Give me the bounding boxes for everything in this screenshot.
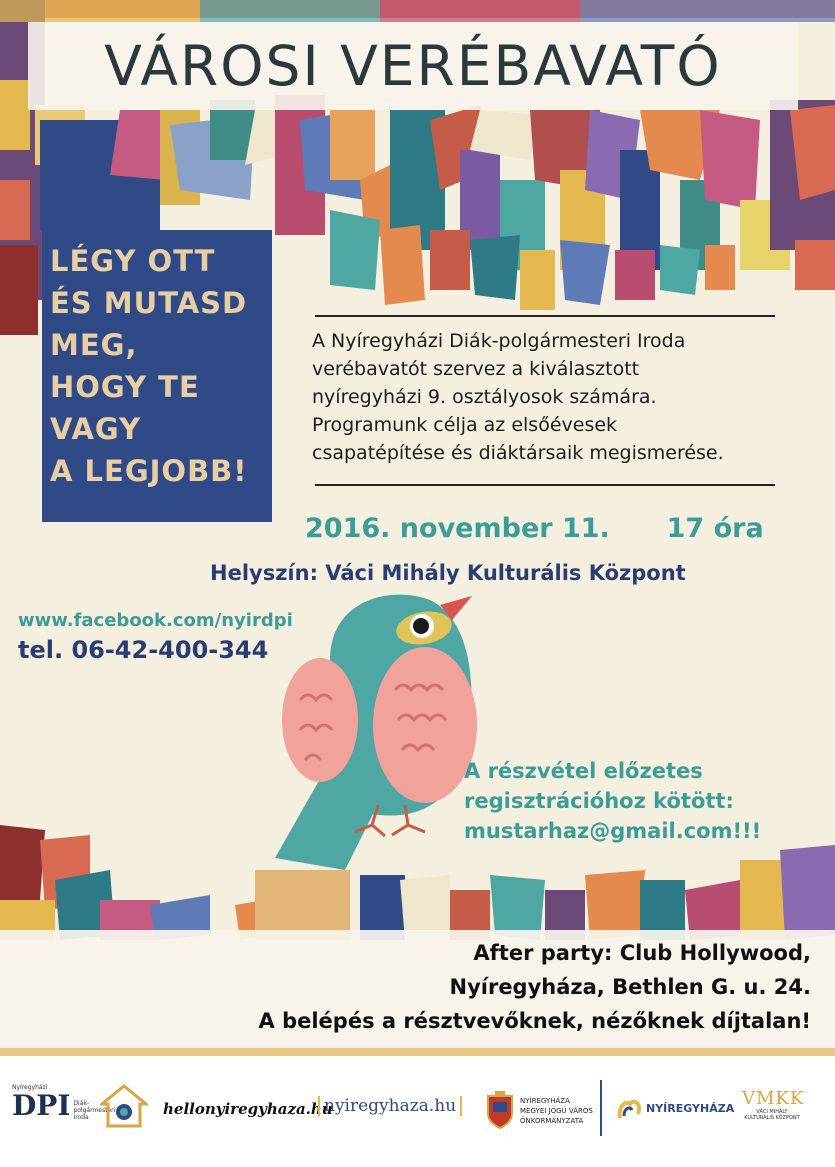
registration-email[interactable]: mustarhaz@gmail.com!!! [464, 819, 762, 843]
nyiregyhaza-brand-logo[interactable]: NYÍREGYHÁZA [646, 1102, 735, 1115]
slogan-line: MEG, [50, 328, 138, 362]
city-crest-icon[interactable] [485, 1090, 515, 1130]
nyiregyhaza-hu-logo[interactable]: nyiregyhaza.hu [318, 1096, 462, 1116]
bird-icon [275, 595, 477, 870]
intro-line: A Nyíregyházi Diák-polgármesteri Iroda [312, 330, 686, 352]
slogan-line: ÉS MUTASD [50, 286, 248, 320]
slogan-line: A LEGJOBB! [50, 454, 248, 488]
hellonyiregyhaza-logo[interactable]: hellonyiregyhaza.hu [163, 1100, 333, 1118]
intro-line: csapatépítése és diáktársaik megismerése. [312, 442, 724, 464]
after-party-info [259, 936, 811, 1038]
logo-divider [600, 1080, 602, 1136]
nyiregyhaza-brand-icon [616, 1096, 644, 1122]
event-time: 17 óra [666, 513, 764, 544]
sponsor-logo-strip [0, 1056, 835, 1167]
intro-line: Programunk célja az elsőévesek [312, 414, 618, 436]
poster-title: VÁROSI VERÉBAVATÓ [104, 34, 722, 98]
event-date: 2016. november 11. [305, 513, 610, 544]
registration-info [464, 756, 761, 846]
after-party-line: Nyíregyháza, Bethlen G. u. 24. [449, 975, 811, 999]
intro-line: nyíregyházi 9. osztályosok számára. [312, 386, 657, 408]
facebook-link[interactable]: www.facebook.com/nyirdpi [18, 610, 293, 631]
phone-number[interactable]: tel. 06-42-400-344 [18, 636, 269, 664]
registration-line: A részvétel előzetes [464, 759, 703, 783]
slogan-line: VAGY [50, 412, 142, 446]
city-government-text: NYÍREGYHÁZA MEGYEI JOGÚ VÁROS ÖNKORMÁNYZATA [520, 1097, 593, 1125]
intro-line: verébavatót szervez a kiválasztott [312, 358, 640, 380]
after-party-line: After party: Club Hollywood, [473, 941, 811, 965]
vmkk-logo[interactable]: VMKK VÁCI MIHÁLY KULTURÁLIS KÖZPONT [742, 1088, 805, 1121]
dpi-logo[interactable]: Nyíregyházi DPI Diák- polgármesteri Iroda [12, 1084, 116, 1122]
event-venue: Helyszín: Váci Mihály Kulturális Központ [210, 561, 686, 585]
slogan-line: HOGY TE [50, 370, 200, 404]
house-logo-icon[interactable] [100, 1084, 148, 1130]
slogan-line: LÉGY OTT [50, 244, 216, 278]
registration-line: regisztrációhoz kötött: [464, 789, 734, 813]
after-party-line: A belépés a résztvevőknek, nézőknek díjtalan! [258, 1009, 811, 1033]
